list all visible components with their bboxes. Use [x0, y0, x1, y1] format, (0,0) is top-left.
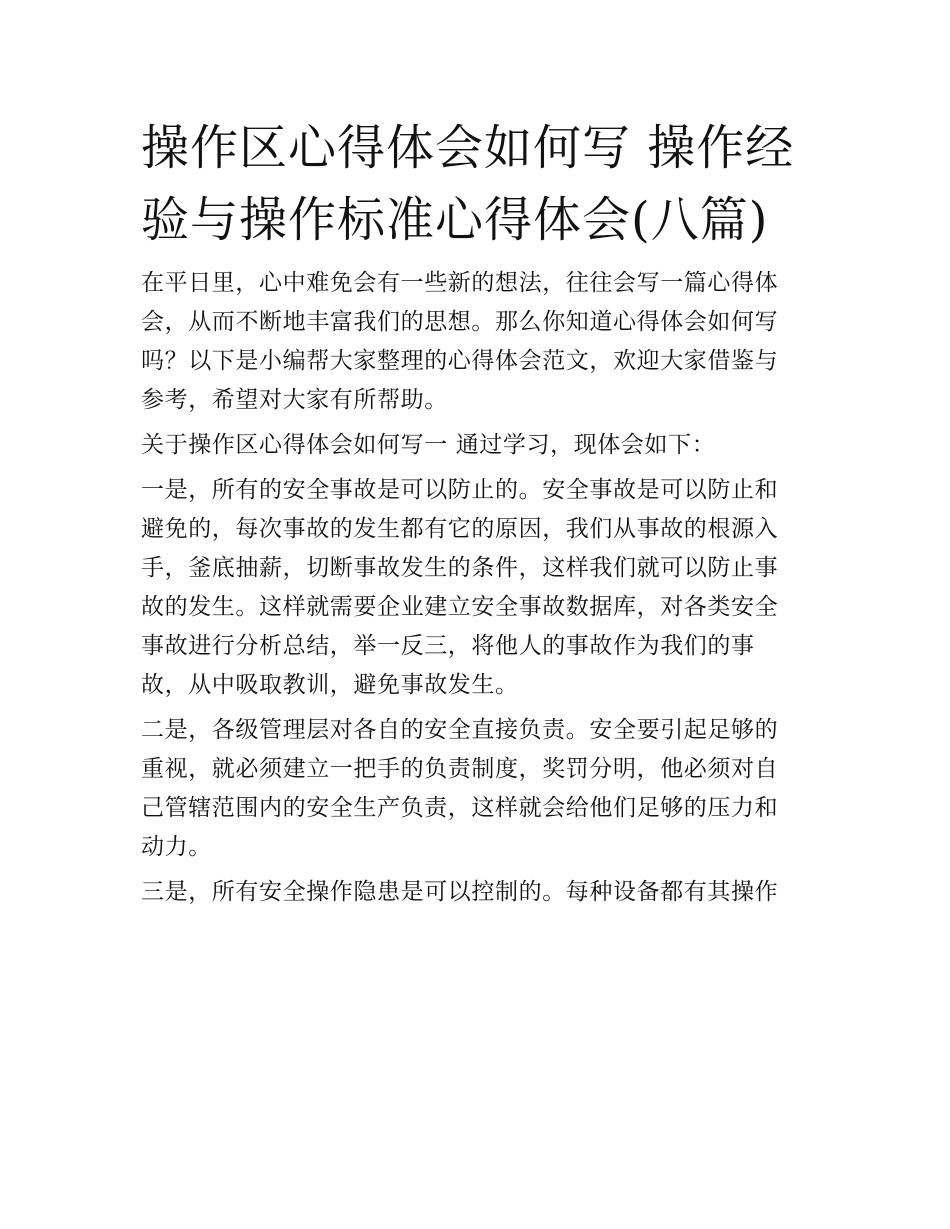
text-line: 吗？以下是小编帮大家整理的心得体会范文，欢迎大家借鉴与 — [141, 348, 779, 374]
text-line: 事故进行分析总结，举一反三，将他人的事故作为我们的事 — [141, 633, 755, 659]
text-line: 在平日里，心中难免会有一些新的想法，往往会写一篇心得体 — [141, 270, 779, 296]
text-line: 动力。 — [141, 834, 212, 860]
text-line: 三是，所有安全操作隐患是可以控制的。每种设备都有其操作 — [141, 879, 779, 905]
section-heading-paragraph — [141, 426, 813, 465]
text-line: 二是，各级管理层对各自的安全直接负责。安全要引起足够的 — [141, 717, 779, 743]
point-three-paragraph — [141, 873, 813, 912]
text-line: 己管辖范围内的安全生产负责，这样就会给他们足够的压力和 — [141, 795, 779, 821]
intro-paragraph — [141, 264, 813, 420]
text-line: 手，釜底抽薪，切断事故发生的条件，这样我们就可以防止事 — [141, 555, 779, 581]
text-line: 关于操作区心得体会如何写一 通过学习，现体会如下： — [141, 432, 716, 458]
text-line: 参考，希望对大家有所帮助。 — [141, 387, 448, 413]
point-one-paragraph — [141, 471, 813, 705]
title-line: 验与操作标准心得体会(八篇) — [141, 192, 769, 248]
document-title — [141, 112, 813, 256]
text-line: 避免的，每次事故的发生都有它的原因，我们从事故的根源入 — [141, 516, 779, 542]
text-line: 重视，就必须建立一把手的负责制度，奖罚分明，他必须对自 — [141, 756, 779, 782]
text-line: 一是，所有的安全事故是可以防止的。安全事故是可以防止和 — [141, 477, 779, 503]
document-body — [141, 112, 813, 918]
title-line: 操作区心得体会如何写 操作经 — [141, 120, 795, 176]
text-line: 故，从中吸取教训，避免事故发生。 — [141, 672, 519, 698]
point-two-paragraph — [141, 711, 813, 867]
text-line: 故的发生。这样就需要企业建立安全事故数据库，对各类安全 — [141, 594, 779, 620]
text-line: 会，从而不断地丰富我们的思想。那么你知道心得体会如何写 — [141, 309, 779, 335]
